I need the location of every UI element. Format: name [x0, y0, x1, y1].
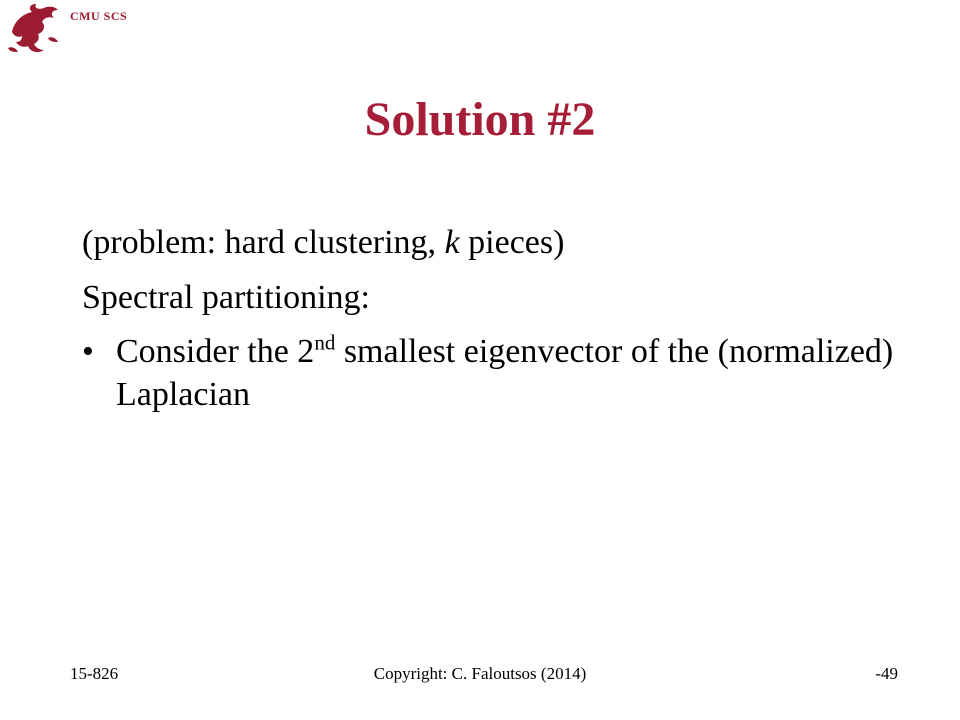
- slide-title: Solution #2: [364, 93, 596, 146]
- footer-copyright: Copyright: C. Faloutsos (2014): [373, 664, 587, 683]
- griffin-logo-icon: [4, 2, 62, 56]
- bullet-text-end: smallest eigenvector of the (normalized) Laplacian: [116, 333, 894, 413]
- problem-text-end: pieces): [459, 224, 565, 261]
- slide-body: [82, 222, 902, 416]
- problem-text-start: (problem: hard clustering,: [82, 224, 445, 261]
- bullet-text: [116, 331, 902, 416]
- bullet-text-sup: nd: [314, 330, 336, 355]
- bullet-marker: •: [82, 333, 94, 370]
- header-tag: CMU SCS: [70, 9, 128, 23]
- footer-page-number: -49: [875, 664, 898, 683]
- footer-course: 15-826: [70, 664, 119, 683]
- problem-line: [82, 222, 902, 265]
- bullet-text-start: Consider the 2: [116, 333, 315, 370]
- bullet-item: [82, 331, 902, 416]
- spectral-line: Spectral partitioning:: [82, 278, 370, 316]
- problem-text-k: k: [444, 224, 460, 261]
